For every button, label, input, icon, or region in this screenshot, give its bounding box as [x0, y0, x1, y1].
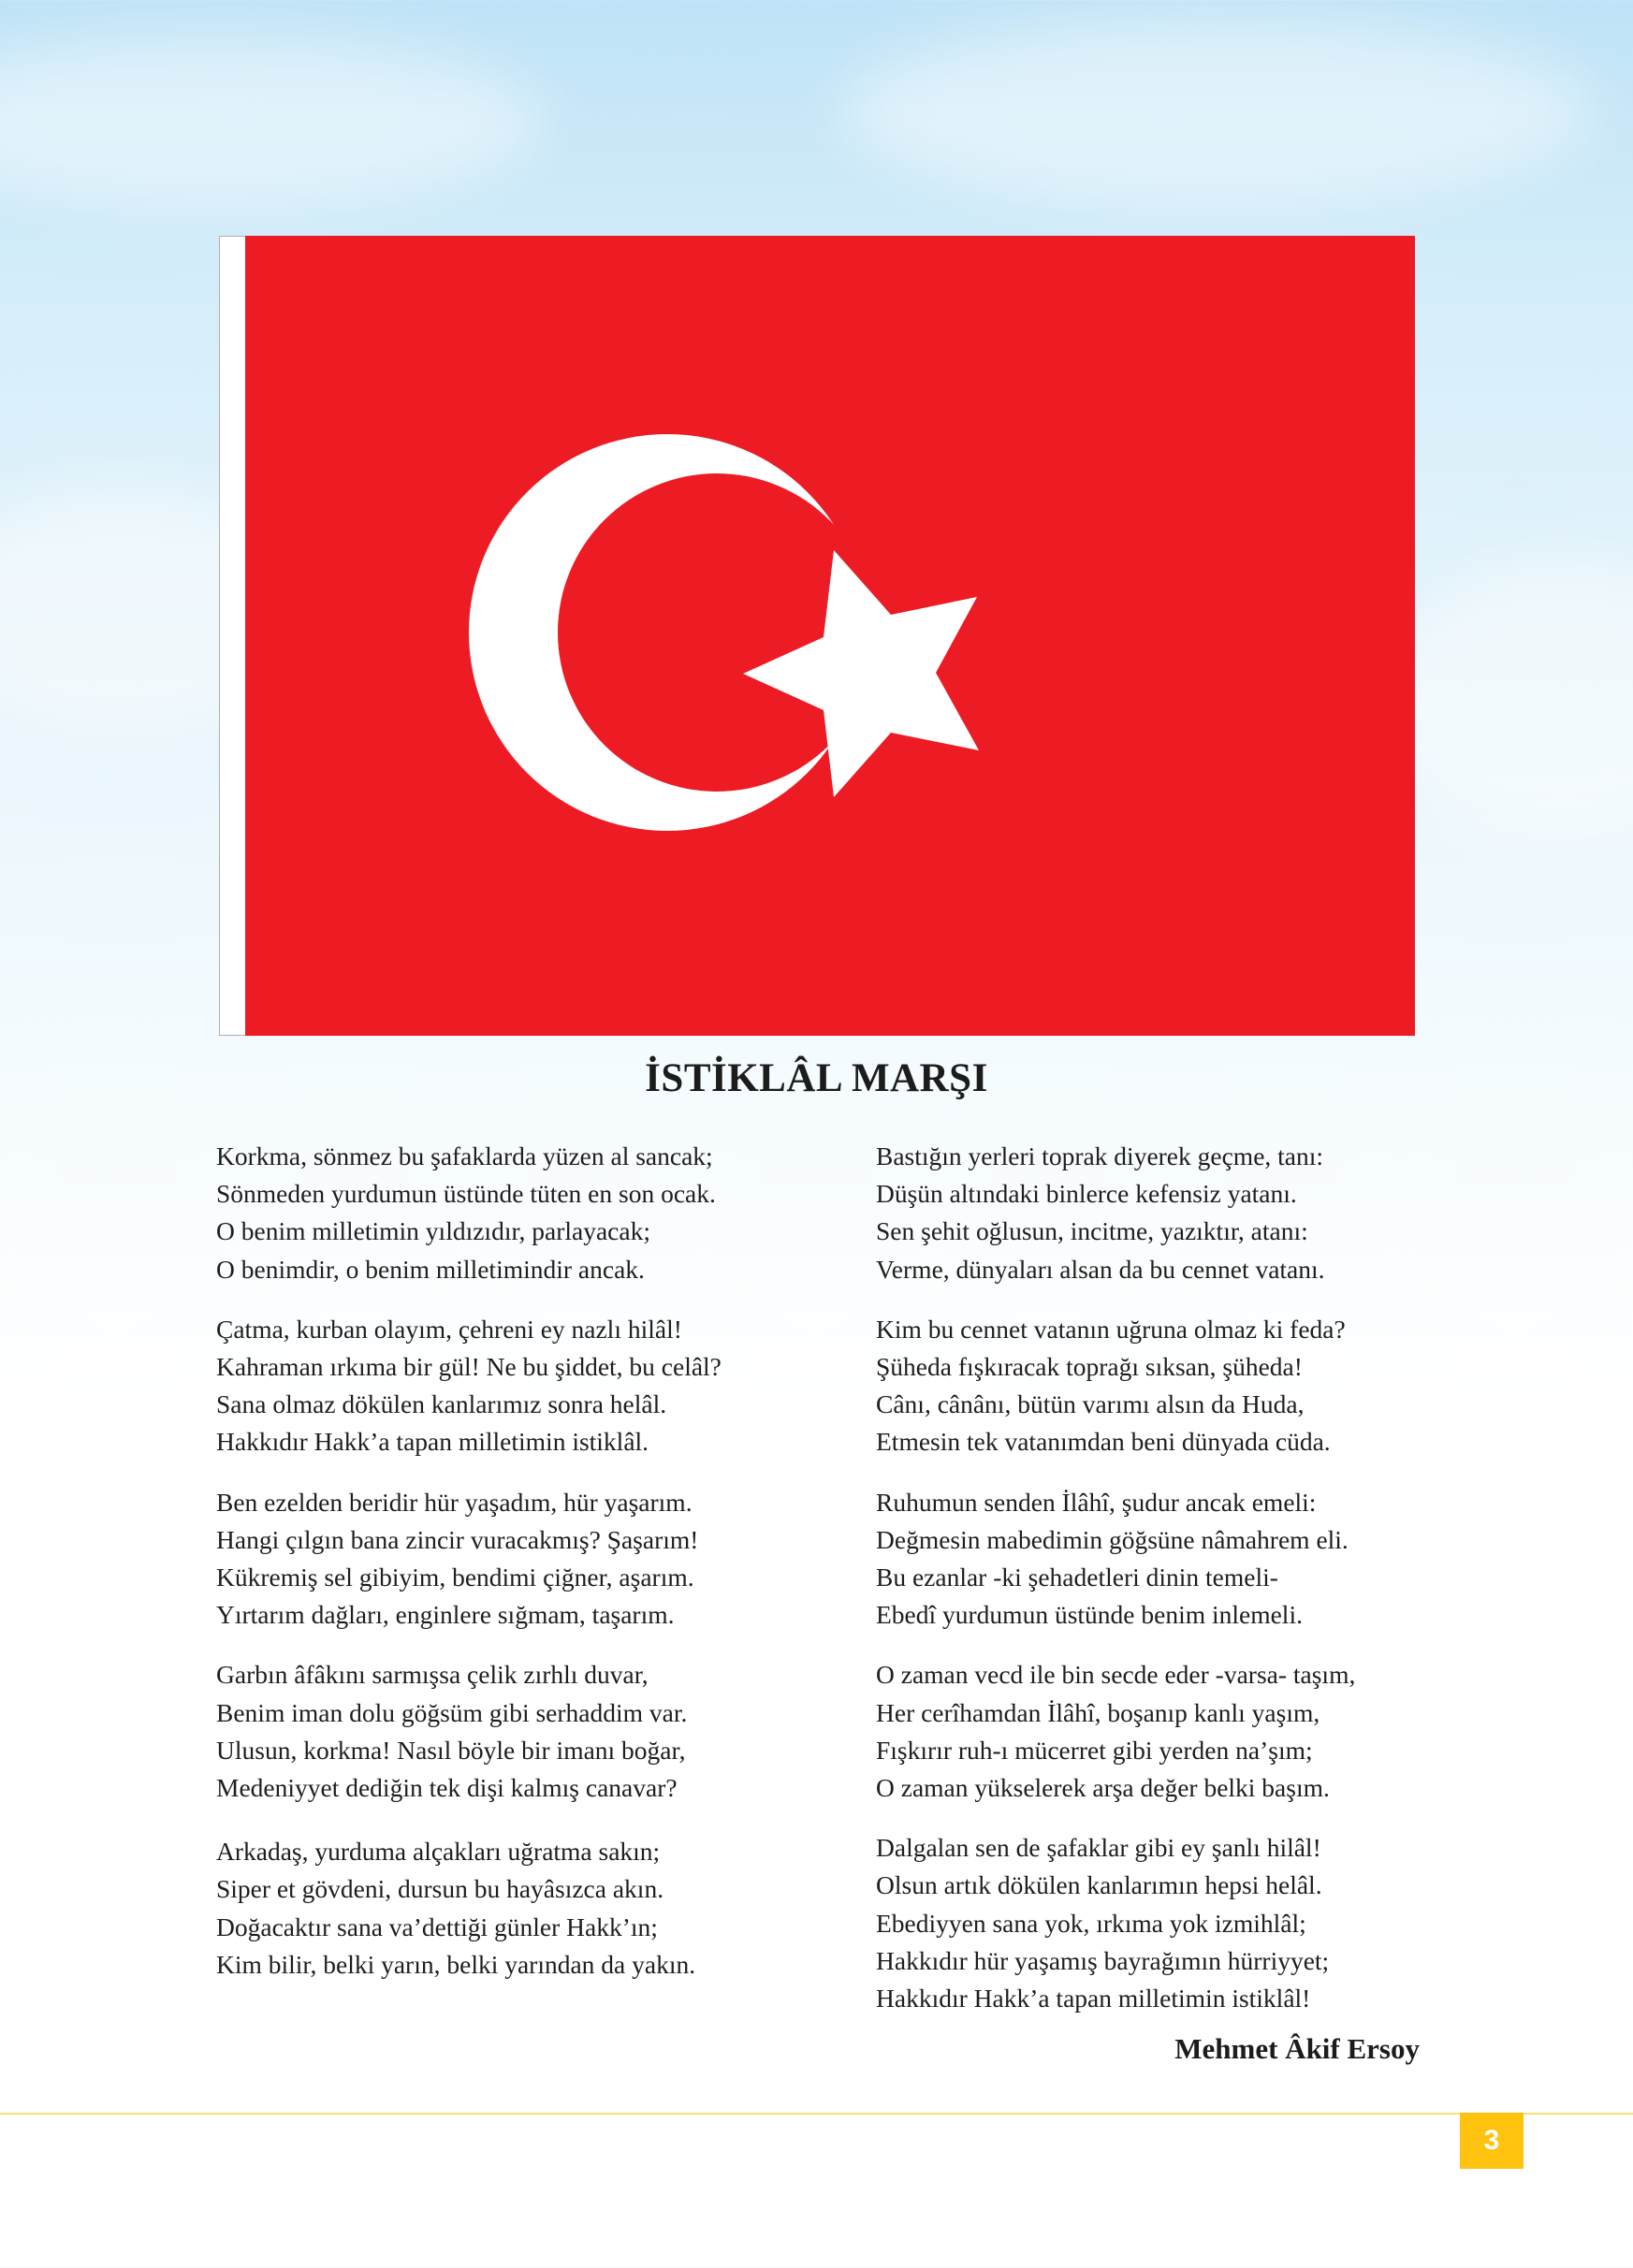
verse-line: O benimdir, o benim milletimindir ancak.	[216, 1254, 645, 1284]
verse-line: Medeniyyet dediğin tek dişi kalmış canavar?	[216, 1773, 678, 1803]
stanza-3	[216, 1484, 815, 1635]
verse-line: Değmesin mabedimin göğsüne nâmahrem eli.	[876, 1524, 1349, 1554]
verse-line: Hangi çılgın bana zincir vuracakmış? Şaşarım!	[216, 1524, 699, 1554]
turkish-flag	[219, 236, 1415, 1036]
verse-line: Arkadaş, yurduma alçakları uğratma sakın;	[216, 1837, 661, 1867]
stanza-5	[216, 1833, 815, 1984]
verse-line: Kahraman ırkıma bir gül! Ne bu şiddet, bu celâl?	[216, 1352, 722, 1382]
verse-line: Sönmeden yurdumun üstünde tüten en son ocak.	[216, 1179, 716, 1209]
verse-line: Bu ezanlar -ki şehadetleri dinin temeli-	[876, 1563, 1278, 1592]
footer-rule	[0, 2113, 1633, 2115]
poem-left-column	[216, 1138, 815, 2006]
verse-line: Benim iman dolu göğsüm gibi serhaddim var.	[216, 1697, 688, 1727]
verse-line: Ruhumun senden İlâhî, şudur ancak emeli:	[876, 1487, 1317, 1517]
poem-right-column	[876, 1138, 1456, 2040]
verse-line: O benim milletimin yıldızıdır, parlayacak;	[216, 1216, 650, 1246]
verse-line: Garbın âfâkını sarmışsa çelik zırhlı duvar,	[216, 1660, 649, 1690]
turkish-flag-graphic	[219, 236, 1415, 1036]
verse-line: Düşün altındaki binlerce kefensiz yatanı.	[876, 1179, 1297, 1209]
stanza-6	[876, 1138, 1456, 1288]
verse-line: Ebediyyen sana yok, ırkıma yok izmihlâl;	[876, 1908, 1306, 1938]
sky-cloud	[0, 37, 543, 206]
verse-line: Ebedî yurdumun üstünde benim inlemeli.	[876, 1600, 1303, 1630]
verse-line: Ulusun, korkma! Nasıl böyle bir imanı boğar,	[216, 1735, 686, 1765]
sky-cloud	[1385, 561, 1633, 842]
stanza-1	[216, 1138, 815, 1288]
verse-line: Cânı, cânânı, bütün varımı alsın da Huda,	[876, 1389, 1305, 1419]
stanza-7	[876, 1311, 1456, 1461]
verse-line: O zaman yükselerek arşa değer belki başım.	[876, 1773, 1330, 1803]
anthem-title: İSTİKLÂL MARŞI	[645, 1056, 988, 1100]
verse-line: Her cerîhamdan İlâhî, boşanıp kanlı yaşım,	[876, 1697, 1320, 1727]
verse-line: Sana olmaz dökülen kanlarımız sonra helâl.	[216, 1389, 667, 1419]
verse-line: Kim bilir, belki yarın, belki yarından da yakın.	[216, 1949, 696, 1979]
page-number: 3	[1460, 2113, 1524, 2169]
verse-line: Sen şehit oğlusun, incitme, yazıktır, atanı:	[876, 1216, 1308, 1246]
verse-line: Olsun artık dökülen kanlarımın hepsi helâl.	[876, 1870, 1322, 1900]
verse-line: Dalgalan sen de şafaklar gibi ey şanlı hilâl!	[876, 1833, 1321, 1863]
stanza-8	[876, 1484, 1456, 1635]
stanza-9	[876, 1656, 1456, 1807]
verse-line: Şüheda fışkıracak toprağı sıksan, şüheda!	[876, 1352, 1303, 1382]
verse-line: Ben ezelden beridir hür yaşadım, hür yaşarım.	[216, 1487, 693, 1517]
verse-line: Hakkıdır hür yaşamış bayrağımın hürriyyet;	[876, 1945, 1330, 1975]
verse-line: Verme, dünyaları alsan da bu cennet vatanı.	[876, 1254, 1325, 1284]
stanza-4	[216, 1656, 815, 1807]
stanza-10	[876, 1829, 1456, 2017]
verse-line: Hakkıdır Hakk’a tapan milletimin istiklâl!	[876, 1984, 1311, 2014]
verse-line: Bastığın yerleri toprak diyerek geçme, tanı:	[876, 1141, 1324, 1170]
verse-line: Hakkıdır Hakk’a tapan milletimin istiklâl.	[216, 1427, 649, 1457]
verse-line: Etmesin tek vatanımdan beni dünyada cüda.	[876, 1427, 1331, 1457]
verse-line: O zaman vecd ile bin secde eder -varsa- taşım,	[876, 1660, 1356, 1690]
verse-line: Doğacaktır sana va’dettiği günler Hakk’ın;	[216, 1912, 658, 1941]
author-name: Mehmet Âkif Ersoy	[1174, 2032, 1420, 2065]
verse-line: Siper et gövdeni, dursun bu hayâsızca akın.	[216, 1874, 664, 1904]
verse-line: Yırtarım dağları, enginlere sığmam, taşarım.	[216, 1600, 675, 1630]
verse-line: Fışkırır ruh-ı mücerret gibi yerden na’şım;	[876, 1735, 1313, 1765]
stanza-2	[216, 1311, 815, 1461]
verse-line: Çatma, kurban olayım, çehreni ey nazlı hilâl!	[216, 1314, 682, 1344]
sky-cloud	[842, 19, 1591, 206]
verse-line: Kim bu cennet vatanın uğruna olmaz ki feda?	[876, 1314, 1346, 1344]
verse-line: Kükremiş sel gibiyim, bendimi çiğner, aşarım.	[216, 1563, 694, 1592]
verse-line: Korkma, sönmez bu şafaklarda yüzen al sancak;	[216, 1141, 713, 1170]
